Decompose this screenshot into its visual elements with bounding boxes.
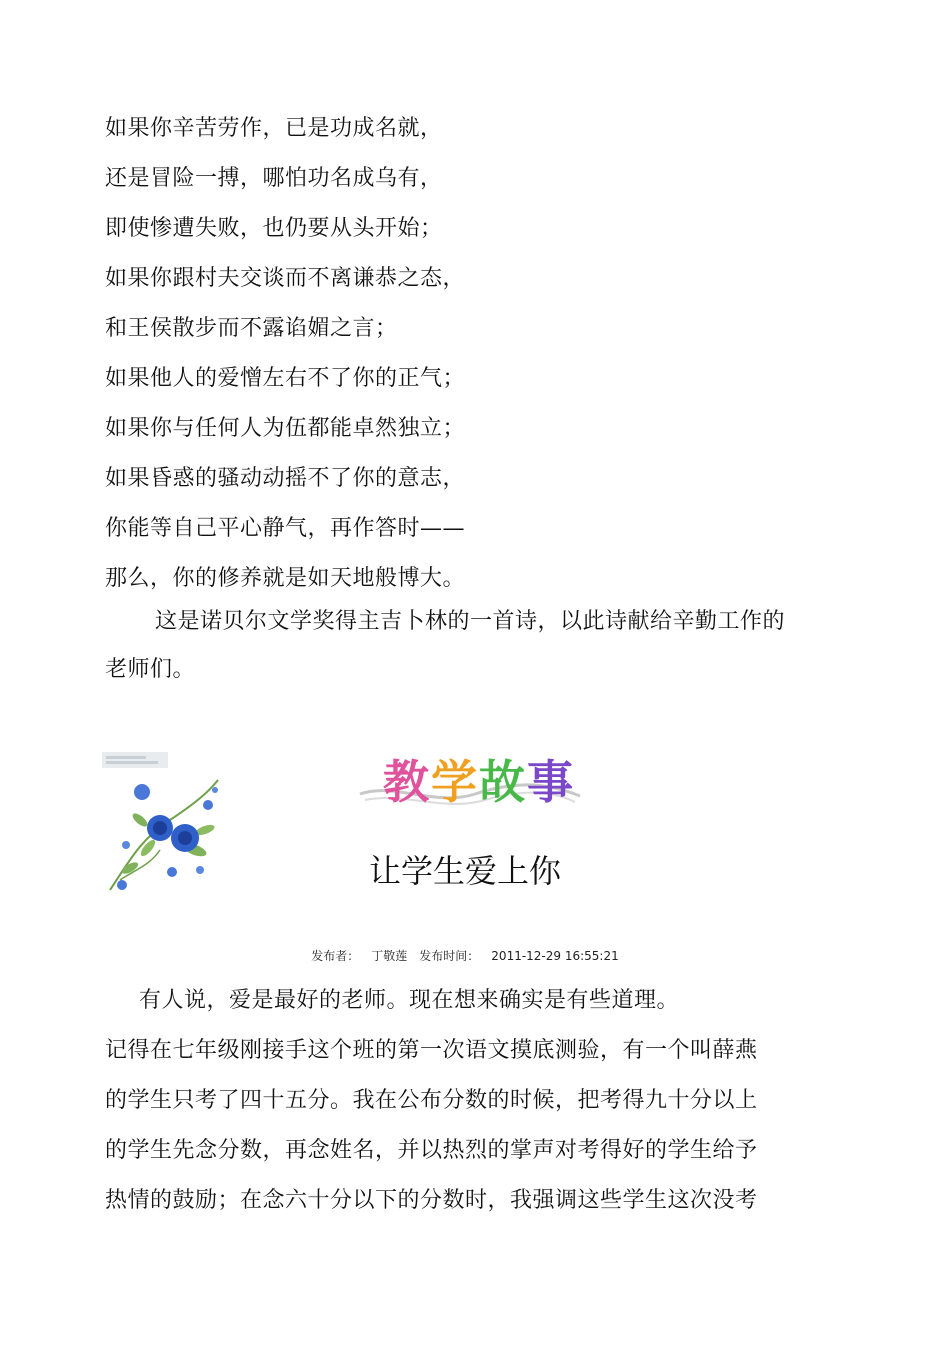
story-line: 记得在七年级刚接手这个班的第一次语文摸底测验，有一个叫薛燕 <box>105 1038 758 1063</box>
poem-line: 那么，你的修养就是如天地般博大。 <box>105 566 466 591</box>
poem-line: 你能等自己平心静气，再作答时—— <box>105 516 466 541</box>
story-line: 热情的鼓励；在念六十分以下的分数时，我强调这些学生这次没考 <box>105 1188 758 1213</box>
poem-line: 如果昏惑的骚动动摇不了你的意志， <box>105 466 466 491</box>
publish-time: 2011-12-29 16:55:21 <box>491 949 619 963</box>
publisher-label: 发布者： <box>311 949 360 963</box>
poem-line: 如果他人的爱憎左右不了你的正气； <box>105 366 466 391</box>
story-body <box>105 976 775 1226</box>
poem-line: 即使惨遭失败，也仍要从头开始； <box>105 216 443 241</box>
poem-line: 和王侯散步而不露谄媚之言； <box>105 316 398 341</box>
banner-char: 故 <box>479 755 527 809</box>
banner-char: 教 <box>383 755 431 809</box>
article-meta <box>0 945 930 967</box>
teaching-story-banner <box>355 752 585 814</box>
banner-char: 学 <box>431 755 479 809</box>
poem-line: 还是冒险一搏，哪怕功名成乌有， <box>105 166 443 191</box>
story-line: 有人说，爱是最好的老师。现在想来确实是有些道理。 <box>139 988 680 1013</box>
poem-line: 如果你与任何人为伍都能卓然独立； <box>105 416 466 441</box>
story-line: 的学生只考了四十五分。我在公布分数的时候，把考得九十分以上 <box>105 1088 758 1113</box>
poem-line: 如果你跟村夫交谈而不离谦恭之态， <box>105 266 466 291</box>
story-line: 的学生先念分数，再念姓名，并以热烈的掌声对考得好的学生给予 <box>105 1138 758 1163</box>
banner-char: 事 <box>527 755 575 809</box>
time-label: 发布时间： <box>419 949 480 963</box>
publisher-name: 丁敬莲 <box>371 949 408 963</box>
banner-title <box>383 754 575 810</box>
article-title: 让学生爱上你 <box>368 852 561 890</box>
dedication-paragraph: 这是诺贝尔文学奖得主吉卜林的一首诗，以此诗献给辛勤工作的老师们。 <box>105 609 786 682</box>
poem-line: 如果你辛苦劳作，已是功成名就， <box>105 116 443 141</box>
poem <box>105 104 805 604</box>
